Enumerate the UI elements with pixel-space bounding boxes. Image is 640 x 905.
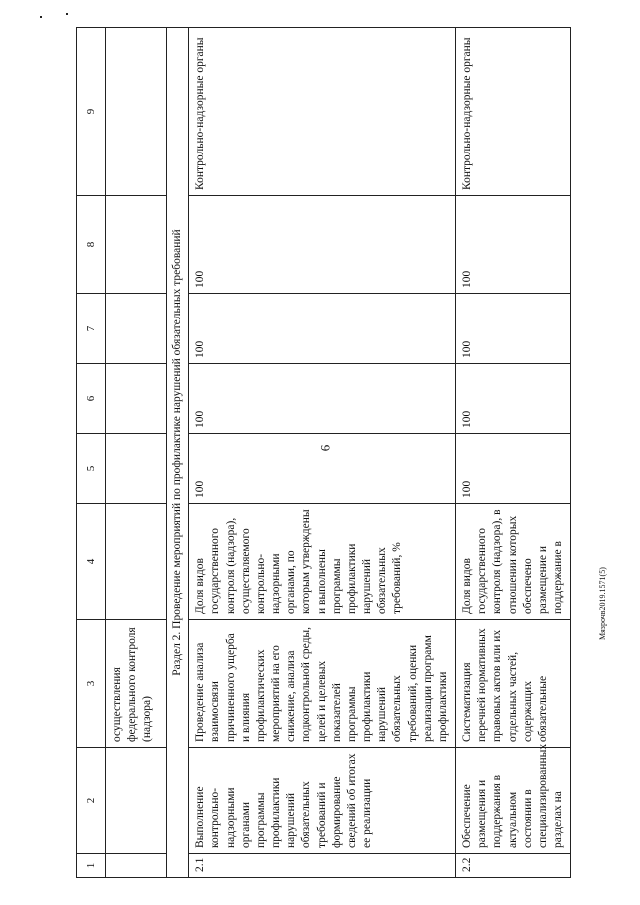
value-cell: 100 <box>189 434 456 504</box>
table-cell <box>106 434 167 504</box>
header-cell: 7 <box>77 294 106 364</box>
description-cell: Систематизация перечней нормативных правовых актов или их отдельных частей, содержащих обязательные <box>456 620 571 748</box>
table-cell <box>106 294 167 364</box>
rotated-table-frame <box>76 28 565 878</box>
value-cell: 100 <box>456 364 571 434</box>
responsible-cell: Контрольно-надзорные органы <box>189 28 456 196</box>
table-cell <box>106 28 167 196</box>
scan-speck <box>40 16 42 18</box>
table-cell <box>106 854 167 878</box>
indicator-cell: Доля видов государственного контроля (надзора), осуществляемого контрольно-надзорными органами, по которым утверждены и выполнены программы профилактики нарушений обязательных требований, % <box>189 504 456 620</box>
table-row <box>189 28 456 878</box>
value-cell: 100 <box>189 196 456 294</box>
header-cell: 2 <box>77 748 106 854</box>
scan-speck <box>66 13 68 15</box>
measures-table <box>76 27 571 878</box>
continuation-row <box>106 28 167 878</box>
measure-cell: Выполнение контрольно-надзорными органами программы профилактики нарушений обязательных требований и формирование сведений об итогах ее реализации <box>189 748 456 854</box>
table-cell <box>106 364 167 434</box>
indicator-cell: Доля видов государственного контроля (надзора), в отношении которых обеспечено размещение и поддержание в <box>456 504 571 620</box>
measure-cell: Обеспечение размещения и поддержания в актуальном состоянии в специализированных разделах на <box>456 748 571 854</box>
table-cell <box>106 504 167 620</box>
value-cell: 100 <box>456 196 571 294</box>
section-title: Раздел 2. Проведение мероприятий по профилактике нарушений обязательных требований <box>167 28 189 878</box>
value-cell: 100 <box>456 294 571 364</box>
header-cell: 5 <box>77 434 106 504</box>
header-cell: 3 <box>77 620 106 748</box>
header-cell: 9 <box>77 28 106 196</box>
page-number: 6 <box>317 444 333 452</box>
table-cell <box>106 196 167 294</box>
value-cell: 100 <box>456 434 571 504</box>
header-cell: 4 <box>77 504 106 620</box>
section-row <box>167 28 189 878</box>
document-code: Мязрочв2019.1571(5) <box>598 567 607 640</box>
description-cell: Проведение анализа взаимосвязи причиненного ущерба и влияния профилактических мероприятий на его снижение, анализа подконтрольной среды, целей и целевых показателей программы профилактики нарушений обязательных требований, оценки реализации программ профилактики <box>189 620 456 748</box>
table-cell: осуществления федерального контроля (надзора) <box>106 620 167 748</box>
row-number: 2.2 <box>456 854 571 878</box>
row-number: 2.1 <box>189 854 456 878</box>
value-cell: 100 <box>189 294 456 364</box>
responsible-cell: Контрольно-надзорные органы <box>456 28 571 196</box>
table-row <box>456 28 571 878</box>
header-cell: 1 <box>77 854 106 878</box>
value-cell: 100 <box>189 364 456 434</box>
header-cell: 6 <box>77 364 106 434</box>
header-row <box>77 28 106 878</box>
table-cell <box>106 748 167 854</box>
header-cell: 8 <box>77 196 106 294</box>
